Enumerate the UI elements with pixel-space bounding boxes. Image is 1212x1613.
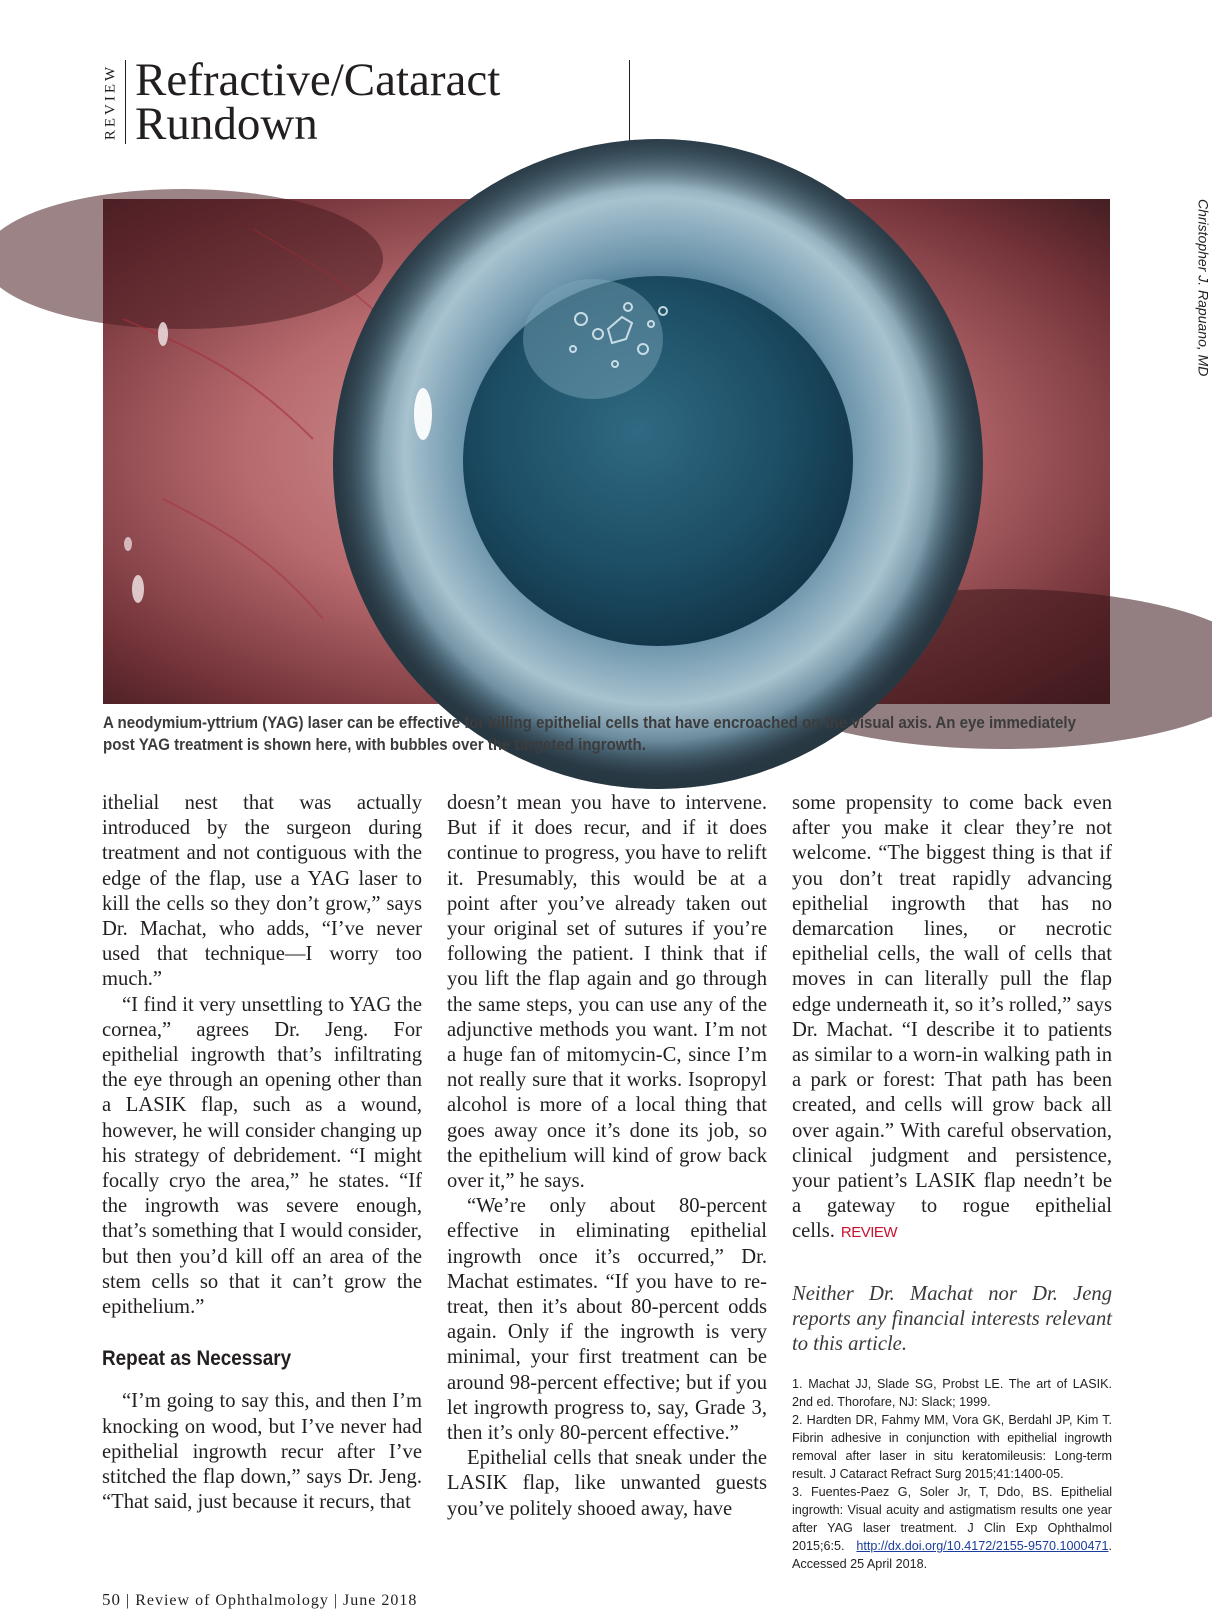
body-paragraph: “I’m going to say this, and then I’m knocking on wood, but I’ve never had epithelial ingrowth recur after I’ve stitched the flap down,” says Dr. Jeng. “That said, just because it recurs, that <box>102 1390 422 1514</box>
body-paragraph: some propensity to come back even after you make it clear they’re not welcome. “The biggest thing is that if you don’t treat rapidly advancing epithelial ingrowth that has no demarcation lines, or necrotic epithelial cells, the wall of cells that moves in can literally pull the flap edge underneath it, so it’s rolled,” says Dr. Machat. “I describe it to patients as similar to a worn-in walking path in a park or forest: That path has been created, and cells will grow back all over again.” With careful observation, clinical judgment and persistence, your patient’s LASIK flap needn’t be a gateway to rogue epithelial cells. REVIEW <box>792 792 1112 1243</box>
header-rule-right <box>629 60 630 144</box>
reference-item: 3. Fuentes-Paez G, Soler Jr, T, Ddo, BS. Epithelial ingrowth: Visual acuity and astigmatism results one year after YAG laser treatment. J Clin Exp Ophthalmol 2015;6:5. http://dx.doi.org/10.4172/2155-9570.1000471. Accessed 25 April 2018. <box>792 1485 1112 1572</box>
eye-photo <box>103 199 1110 704</box>
article-column-2 <box>447 791 767 1522</box>
body-paragraph: Epithelial cells that sneak under the LASIK flap, like unwanted guests you’ve politely shooed away, have <box>447 1447 767 1520</box>
body-paragraph: “We’re only about 80-percent effective in eliminating epithelial ingrowth once it’s occurred,” Dr. Machat estimates. “If you have to re-treat, then it’s about 80-percent odds again. Only if the ingrowth is very minimal, your first treatment can be around 98-percent effective; but if you let ingrowth progress to, say, Grade 3, then it’s only 80-percent effective.” <box>447 1195 767 1445</box>
issue-date: June 2018 <box>343 1592 418 1609</box>
references <box>792 1375 1112 1573</box>
photo-caption: A neodymium-yttrium (YAG) laser can be effective for killing epithelial cells that have encroached on the visual axis. An eye immediately post YAG treatment is shown here, with bubbles over the targeted ingrowth. <box>103 714 1076 754</box>
publication-name: Review of Ophthalmology <box>135 1592 329 1609</box>
reference-item: 2. Hardten DR, Fahmy MM, Vora GK, Berdahl JP, Kim T. Fibrin adhesive in conjunction with epithelial ingrowth removal after laser in situ keratomileusis: Long-term result. J Cataract Refract Surg 2015;41:1400-05. <box>792 1413 1112 1482</box>
body-paragraph: doesn’t mean you have to intervene. But if it does recur, and if it does continue to progress, you have to relift it. Presumably, this would be at a point after you’ve already taken out your original set of sutures if you’re following the patient. I think that if you lift the flap again and go through the same steps, you can use any of the adjunctive methods you want. I’m not a huge fan of mitomycin-C, since I’m not really sure that it works. Isopropyl alcohol is more of a local thing that goes away once it’s done its job, so the epithelium will kind of grow back over it,” he says. <box>447 792 767 1193</box>
body-paragraph: ithelial nest that was actually introduced by the surgeon during treatment and not contiguous with the edge of the flap, use a YAG laser to kill the cells so they don’t grow,” says Dr. Machat, who adds, “I’ve never used that technique—I worry too much.” <box>102 792 422 991</box>
disclosure-statement: Neither Dr. Machat nor Dr. Jeng reports any financial interests relevant to this article. <box>792 1282 1112 1356</box>
section-subhead: Repeat as Necessary <box>102 1347 292 1371</box>
title-line-1: Refractive/Cataract <box>135 54 501 106</box>
eye-illustration <box>103 199 1110 704</box>
doi-link[interactable]: http://dx.doi.org/10.4172/2155-9570.1000471 <box>856 1539 1109 1554</box>
reference-item: 1. Machat JJ, Slade SG, Probst LE. The art of LASIK. 2nd ed. Thorofare, NJ: Slack; 1999. <box>792 1377 1112 1410</box>
title-line-2: Rundown <box>135 98 318 150</box>
body-paragraph: “I find it very unsettling to YAG the cornea,” agrees Dr. Jeng. For epithelial ingrowth that’s infiltrating the eye through an opening other than a LASIK flap, such as a wound, however, he will consider changing up his strategy of debridement. “I might focally cryo the area,” he states. “If the ingrowth was severe enough, that’s something that I would consider, but then you’d kill off an area of the stem cells so that it can’t grow the epithelium.” <box>102 993 422 1319</box>
page-footer: 50 | Review of Ophthalmology | June 2018 <box>102 1590 418 1609</box>
page-number: 50 <box>102 1590 121 1609</box>
article-column-1 <box>102 791 422 1515</box>
article-column-3 <box>792 791 1112 1573</box>
photo-credit: Christopher J. Rapuano, MD <box>1195 199 1212 377</box>
header-rule-left <box>125 60 126 144</box>
department-title <box>135 54 501 150</box>
section-tag: REVIEW <box>102 63 119 141</box>
end-mark: REVIEW <box>840 1224 898 1242</box>
